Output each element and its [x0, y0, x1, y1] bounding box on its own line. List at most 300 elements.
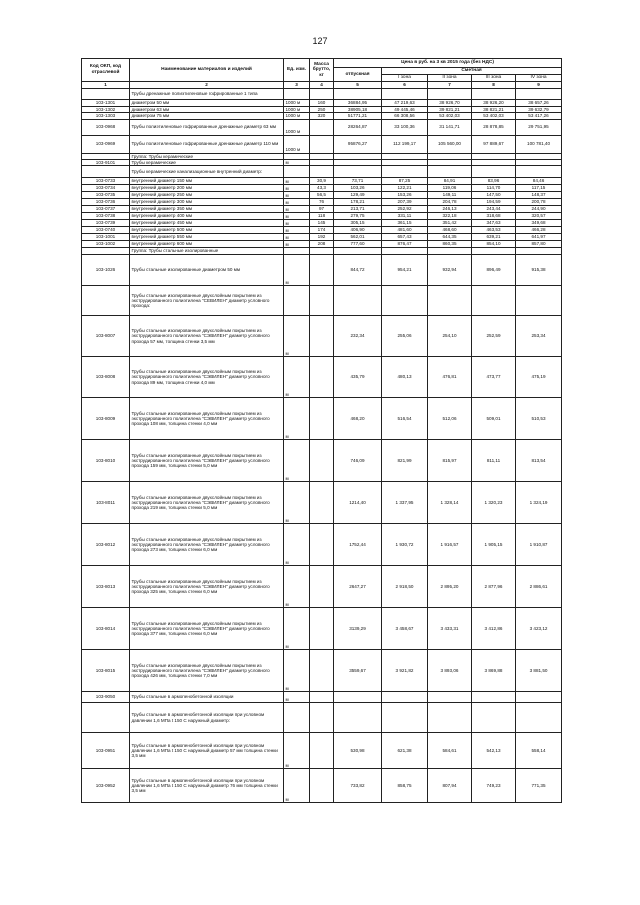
row-zone-4-price: 148,37	[516, 192, 562, 199]
row-zone-4-price: 200,78	[516, 199, 562, 206]
row-zone-4-price	[516, 89, 562, 100]
row-zone-1-price: 255,06	[382, 316, 428, 357]
row-unit	[284, 703, 310, 733]
row-unit	[284, 286, 310, 316]
row-mass	[310, 248, 334, 255]
row-zone-3-price	[472, 703, 516, 733]
row-name: Трубы стальные изолированные двухслойным покрытием из экструдированного полиэтилена "СЭВИЛЕН" диаметр условного прохода 325 мм, толщина стенки 6,0 мм	[130, 566, 284, 608]
col-number: 9	[516, 82, 562, 89]
row-zone-1-price: 481,60	[382, 227, 428, 234]
table-row	[82, 482, 562, 524]
row-code	[82, 89, 130, 100]
row-zone-2-price: 119,06	[428, 185, 472, 192]
table-row	[82, 220, 562, 227]
row-release-price: 844,72	[334, 255, 382, 286]
row-zone-2-price: 38 926,70	[428, 100, 472, 107]
row-zone-3-price: 252,59	[472, 316, 516, 357]
row-zone-1-price: 3 458,67	[382, 608, 428, 650]
row-name: внутренний диаметр 550 мм	[130, 234, 284, 241]
row-name: Трубы дренажные полиэтиленовые гофрированные 1 типа	[130, 89, 284, 100]
row-mass	[310, 692, 334, 703]
row-code: 103-0738	[82, 213, 130, 220]
row-code: 103-1301	[82, 100, 130, 107]
row-zone-4-price: 641,97	[516, 234, 562, 241]
row-release-price: 468,20	[334, 398, 382, 440]
table-row	[82, 733, 562, 769]
row-release-price: 530,98	[334, 733, 382, 769]
row-unit	[284, 248, 310, 255]
table-row	[82, 135, 562, 153]
row-zone-2-price: 3 433,31	[428, 608, 472, 650]
row-unit: 1000 м	[284, 100, 310, 107]
row-name: Трубы стальные изолированные двухслойным покрытием из экструдированного полиэтилена "СЭВИЛЕН" диаметр условного прохода 377 мм, толщина стенки 6,0 мм	[130, 608, 284, 650]
row-release-price: 178,21	[334, 199, 382, 206]
row-mass: 43,3	[310, 185, 334, 192]
table-row	[82, 113, 562, 120]
row-release-price	[334, 692, 382, 703]
row-release-price: 746,09	[334, 440, 382, 482]
row-zone-3-price: 38 926,20	[472, 100, 516, 107]
row-zone-2-price: 860,35	[428, 241, 472, 248]
table-row	[82, 286, 562, 316]
row-zone-3-price: 147,50	[472, 192, 516, 199]
row-mass	[310, 703, 334, 733]
row-mass: 192	[310, 234, 334, 241]
row-unit: 1000 м	[284, 113, 310, 120]
row-code: 103-8012	[82, 524, 130, 566]
row-zone-1-price: 122,21	[382, 185, 428, 192]
row-release-price	[334, 703, 382, 733]
row-zone-3-price: 347,63	[472, 220, 516, 227]
row-mass: 30,9	[310, 178, 334, 185]
row-zone-1-price	[382, 692, 428, 703]
row-release-price: 562,01	[334, 234, 382, 241]
table-row	[82, 398, 562, 440]
row-zone-3-price	[472, 248, 516, 255]
row-zone-3-price: 639,21	[472, 234, 516, 241]
row-zone-1-price	[382, 248, 428, 255]
page-number: 127	[312, 36, 328, 46]
row-mass: 76	[310, 199, 334, 206]
row-zone-1-price: 66 308,56	[382, 113, 428, 120]
row-zone-3-price	[472, 166, 516, 178]
row-zone-4-price: 1 324,19	[516, 482, 562, 524]
row-release-price: 279,75	[334, 213, 382, 220]
row-zone-1-price: 153,26	[382, 192, 428, 199]
table-row	[82, 241, 562, 248]
row-unit: м	[284, 650, 310, 692]
row-name: Трубы полиэтиленовые гофрированные дренажные диаметр 110 мм	[130, 135, 284, 153]
row-zone-2-price: 2 895,20	[428, 566, 472, 608]
row-release-price: 435,79	[334, 357, 382, 398]
row-zone-1-price	[382, 89, 428, 100]
row-unit: м	[284, 316, 310, 357]
row-unit: м	[284, 733, 310, 769]
row-unit: м	[284, 524, 310, 566]
row-code: 103-1303	[82, 113, 130, 120]
row-code: 103-8014	[82, 608, 130, 650]
col-number: 3	[284, 82, 310, 89]
row-zone-3-price: 896,49	[472, 255, 516, 286]
row-release-price: 305,15	[334, 220, 382, 227]
col-number: 4	[310, 82, 334, 89]
row-mass	[310, 733, 334, 769]
row-zone-3-price: 854,10	[472, 241, 516, 248]
row-release-price: 733,82	[334, 769, 382, 803]
row-unit: м	[284, 482, 310, 524]
row-release-price: 73,71	[334, 178, 382, 185]
table-row	[82, 769, 562, 803]
row-zone-4-price	[516, 286, 562, 316]
row-zone-2-price: 53 402,03	[428, 113, 472, 120]
row-zone-4-price: 253,34	[516, 316, 562, 357]
row-unit: 1000 м	[284, 135, 310, 153]
row-unit: м	[284, 255, 310, 286]
row-zone-3-price: 194,59	[472, 199, 516, 206]
header-zone-3: III зона	[472, 75, 516, 82]
table-row	[82, 89, 562, 100]
row-mass	[310, 357, 334, 398]
row-zone-1-price	[382, 286, 428, 316]
row-zone-3-price: 2 877,96	[472, 566, 516, 608]
table-row	[82, 234, 562, 241]
row-release-price: 2647,27	[334, 566, 382, 608]
row-mass	[310, 135, 334, 153]
row-unit: м	[284, 398, 310, 440]
row-unit: м	[284, 178, 310, 185]
row-mass	[310, 119, 334, 135]
row-mass	[310, 566, 334, 608]
col-number: 7	[428, 82, 472, 89]
row-zone-2-price	[428, 89, 472, 100]
row-zone-1-price	[382, 166, 428, 178]
row-code: 103-9101	[82, 159, 130, 165]
table-row	[82, 227, 562, 234]
header-release: отпускная	[334, 68, 382, 82]
row-zone-3-price: 542,13	[472, 733, 516, 769]
row-release-price: 28264,87	[334, 119, 382, 135]
row-unit: м	[284, 234, 310, 241]
row-zone-2-price: 84,91	[428, 178, 472, 185]
row-zone-3-price: 811,11	[472, 440, 516, 482]
row-mass	[310, 524, 334, 566]
row-mass: 160	[310, 100, 334, 107]
row-release-price: 3139,29	[334, 608, 382, 650]
row-zone-4-price: 857,80	[516, 241, 562, 248]
table-row	[82, 650, 562, 692]
row-mass: 145	[310, 220, 334, 227]
row-unit: 1000 м	[284, 106, 310, 113]
row-release-price: 3559,67	[334, 650, 382, 692]
row-zone-2-price: 3 893,06	[428, 650, 472, 692]
table-row	[82, 178, 562, 185]
row-release-price: 1214,40	[334, 482, 382, 524]
row-name: Трубы стальные изолированные диаметром 50 мм	[130, 255, 284, 286]
row-code: 103-0968	[82, 119, 130, 135]
table-row	[82, 316, 562, 357]
table-row	[82, 185, 562, 192]
row-code: 103-1001	[82, 234, 130, 241]
row-code: 103-0734	[82, 185, 130, 192]
table-row	[82, 440, 562, 482]
table-row	[82, 608, 562, 650]
row-code: 103-1302	[82, 106, 130, 113]
row-zone-2-price	[428, 703, 472, 733]
row-zone-4-price: 466,28	[516, 227, 562, 234]
row-code	[82, 286, 130, 316]
row-name: Группа: Трубы керамические	[130, 153, 284, 159]
row-zone-4-price: 510,53	[516, 398, 562, 440]
table-row	[82, 703, 562, 733]
row-zone-4-price: 39 632,79	[516, 106, 562, 113]
row-zone-1-price: 112 199,17	[382, 135, 428, 153]
row-mass: 97	[310, 206, 334, 213]
row-zone-3-price	[472, 286, 516, 316]
row-mass	[310, 608, 334, 650]
row-zone-3-price: 473,77	[472, 357, 516, 398]
row-zone-2-price: 815,97	[428, 440, 472, 482]
row-zone-4-price: 29 751,95	[516, 119, 562, 135]
row-code: 103-8013	[82, 566, 130, 608]
table-row	[82, 566, 562, 608]
header-zone-1: I зона	[382, 75, 428, 82]
row-unit: м	[284, 220, 310, 227]
row-unit: 1000 м	[284, 119, 310, 135]
row-zone-4-price	[516, 703, 562, 733]
row-zone-3-price: 1 905,15	[472, 524, 516, 566]
row-name: внутренний диаметр 350 мм	[130, 206, 284, 213]
row-name: Трубы стальные изолированные двухслойным покрытием из экструдированного полиэтилена "СЕВИЛЕН" диаметр условного прохода:	[130, 286, 284, 316]
row-code	[82, 703, 130, 733]
row-zone-2-price: 39 821,21	[428, 106, 472, 113]
row-zone-1-price: 621,38	[382, 733, 428, 769]
row-unit: м	[284, 769, 310, 803]
row-zone-2-price: 476,81	[428, 357, 472, 398]
row-mass: 56,5	[310, 192, 334, 199]
row-mass: 250	[310, 106, 334, 113]
row-zone-4-price: 3 881,50	[516, 650, 562, 692]
row-unit: м	[284, 213, 310, 220]
row-zone-1-price: 331,11	[382, 213, 428, 220]
header-price-title: Цена в руб. на 3 кв 2015 года (без НДС)	[334, 59, 562, 68]
row-mass	[310, 166, 334, 178]
row-name: внутренний диаметр 450 мм	[130, 220, 284, 227]
table-row	[82, 100, 562, 107]
row-name: Трубы стальные в армопенобетонной изоляции	[130, 692, 284, 703]
row-mass	[310, 286, 334, 316]
table-body	[82, 89, 562, 803]
table-row	[82, 106, 562, 113]
price-table	[81, 58, 562, 803]
col-number: 2	[130, 82, 284, 89]
row-name: диаметром 50 мм	[130, 100, 284, 107]
row-name: Трубы стальные в армопенобетонной изоляции при условном давлении 1,6 МПа t 150 С наружный диаметр 76 мм толщина стенки 3,5 мм	[130, 769, 284, 803]
row-release-price: 213,71	[334, 206, 382, 213]
row-mass	[310, 769, 334, 803]
row-mass	[310, 440, 334, 482]
header-name: Наименование материалов и изделий	[130, 59, 284, 82]
row-zone-1-price: 49 445,46	[382, 106, 428, 113]
row-zone-2-price: 807,94	[428, 769, 472, 803]
row-unit: м	[284, 206, 310, 213]
row-mass: 118	[310, 213, 334, 220]
row-zone-2-price: 644,35	[428, 234, 472, 241]
row-unit: м	[284, 192, 310, 199]
row-zone-1-price: 252,92	[382, 206, 428, 213]
row-zone-1-price: 47 219,63	[382, 100, 428, 107]
row-zone-2-price	[428, 692, 472, 703]
row-unit: м	[284, 566, 310, 608]
row-mass	[310, 316, 334, 357]
row-zone-3-price: 749,23	[472, 769, 516, 803]
row-zone-3-price: 3 412,86	[472, 608, 516, 650]
row-zone-3-price	[472, 89, 516, 100]
row-zone-4-price: 244,90	[516, 206, 562, 213]
row-code: 103-0733	[82, 178, 130, 185]
row-zone-1-price: 361,15	[382, 220, 428, 227]
row-zone-3-price: 114,70	[472, 185, 516, 192]
row-unit: м	[284, 227, 310, 234]
row-zone-1-price: 33 100,36	[382, 119, 428, 135]
row-unit	[284, 166, 310, 178]
row-code: 103-8010	[82, 440, 130, 482]
row-zone-4-price: 915,38	[516, 255, 562, 286]
row-zone-1-price: 207,39	[382, 199, 428, 206]
row-code	[82, 166, 130, 178]
row-zone-4-price: 1 910,87	[516, 524, 562, 566]
row-zone-1-price: 657,43	[382, 234, 428, 241]
row-release-price: 38905,18	[334, 106, 382, 113]
row-zone-4-price: 320,57	[516, 213, 562, 220]
row-code: 103-8009	[82, 398, 130, 440]
row-unit: м	[284, 241, 310, 248]
row-release-price: 129,49	[334, 192, 382, 199]
row-zone-2-price	[428, 166, 472, 178]
row-zone-1-price: 954,21	[382, 255, 428, 286]
row-mass	[310, 89, 334, 100]
row-zone-3-price: 53 402,03	[472, 113, 516, 120]
row-code: 103-1026	[82, 255, 130, 286]
row-unit: м	[284, 357, 310, 398]
row-code: 103-8007	[82, 316, 130, 357]
row-unit: м	[284, 199, 310, 206]
row-zone-1-price: 480,13	[382, 357, 428, 398]
row-zone-4-price: 771,35	[516, 769, 562, 803]
row-release-price: 103,26	[334, 185, 382, 192]
row-zone-4-price: 475,19	[516, 357, 562, 398]
row-zone-2-price: 246,13	[428, 206, 472, 213]
row-code: 103-0969	[82, 135, 130, 153]
row-name: Группа: Трубы стальные изолированные	[130, 248, 284, 255]
row-zone-4-price: 84,46	[516, 178, 562, 185]
header-mass: Масса брутто, кг	[310, 59, 334, 82]
header-code: Код ОКП, код отраслевой	[82, 59, 130, 82]
row-mass	[310, 650, 334, 692]
row-name: внутренний диаметр 200 мм	[130, 185, 284, 192]
col-number: 8	[472, 82, 516, 89]
row-zone-1-price: 516,54	[382, 398, 428, 440]
row-release-price: 95876,27	[334, 135, 382, 153]
row-zone-3-price: 243,44	[472, 206, 516, 213]
row-zone-4-price	[516, 166, 562, 178]
row-unit: м	[284, 692, 310, 703]
col-number: 6	[382, 82, 428, 89]
row-name: внутренний диаметр 150 мм	[130, 178, 284, 185]
row-mass: 174	[310, 227, 334, 234]
group-row	[82, 248, 562, 255]
row-zone-3-price: 97 889,67	[472, 135, 516, 153]
row-zone-2-price: 31 141,71	[428, 119, 472, 135]
header-zone-2: II зона	[428, 75, 472, 82]
header-zone-4: IV зона	[516, 75, 562, 82]
row-release-price	[334, 89, 382, 100]
row-name: Трубы стальные изолированные двухслойным покрытием из экструдированного полиэтилена "СЭВИЛЕН" диаметр условного прохода 273 мм, толщина стенки 6,0 мм	[130, 524, 284, 566]
row-code: 103-9050	[82, 692, 130, 703]
row-zone-2-price: 468,60	[428, 227, 472, 234]
row-code: 103-0952	[82, 769, 130, 803]
row-release-price	[334, 286, 382, 316]
col-number: 5	[334, 82, 382, 89]
table-row	[82, 206, 562, 213]
row-unit: м	[284, 608, 310, 650]
table-row	[82, 255, 562, 286]
row-code	[82, 248, 130, 255]
row-name: внутренний диаметр 250 мм	[130, 192, 284, 199]
row-zone-4-price: 3 423,12	[516, 608, 562, 650]
row-zone-4-price: 349,68	[516, 220, 562, 227]
row-name: Трубы стальные в армопенобетонной изоляции при условном давлении 1,6 МПа t 150 С наружный диаметр:	[130, 703, 284, 733]
row-zone-4-price	[516, 248, 562, 255]
row-mass: 320	[310, 113, 334, 120]
row-release-price: 777,60	[334, 241, 382, 248]
row-zone-2-price: 512,06	[428, 398, 472, 440]
row-name: Трубы стальные изолированные двухслойным покрытием из экструдированного полиэтилена "СЭВИЛЕН" диаметр условного прохода 159 мм, толщина стенки 5,0 мм	[130, 440, 284, 482]
row-zone-3-price: 509,01	[472, 398, 516, 440]
row-zone-4-price: 813,54	[516, 440, 562, 482]
row-zone-3-price	[472, 692, 516, 703]
row-zone-2-price: 1 328,14	[428, 482, 472, 524]
row-zone-2-price: 584,61	[428, 733, 472, 769]
row-zone-3-price: 3 869,88	[472, 650, 516, 692]
header-unit: Ед. изм.	[284, 59, 310, 82]
row-name: Трубы стальные изолированные двухслойным покрытием из экструдированного полиэтилена "СЭВИЛЕН" диаметр условного прохода 108 мм, толщина стенки 4,0 мм	[130, 398, 284, 440]
row-zone-1-price: 1 930,72	[382, 524, 428, 566]
row-release-price	[334, 248, 382, 255]
row-name: внутренний диаметр 400 мм	[130, 213, 284, 220]
row-zone-2-price	[428, 248, 472, 255]
row-zone-4-price: 38 657,26	[516, 100, 562, 107]
row-zone-3-price: 38 821,21	[472, 106, 516, 113]
row-name: Трубы керамические	[130, 159, 284, 165]
row-name: Трубы стальные изолированные двухслойным покрытием из экструдированного полиэтилена "СЭВИЛЕН" диаметр условного прохода 219 мм, толщина стенки 5,0 мм	[130, 482, 284, 524]
row-name: внутренний диаметр 600 мм	[130, 241, 284, 248]
row-zone-3-price: 463,53	[472, 227, 516, 234]
row-zone-3-price: 83,96	[472, 178, 516, 185]
row-name: Трубы стальные изолированные двухслойным покрытием из экструдированного полиэтилена "СЭВИЛЕН" диаметр условного прохода 426 мм, толщина стенки 7,0 мм	[130, 650, 284, 692]
row-release-price: 1752,44	[334, 524, 382, 566]
row-zone-2-price: 105 560,00	[428, 135, 472, 153]
row-zone-1-price: 87,25	[382, 178, 428, 185]
row-code: 103-0739	[82, 220, 130, 227]
row-zone-2-price: 149,11	[428, 192, 472, 199]
row-zone-3-price: 1 320,23	[472, 482, 516, 524]
row-zone-2-price: 351,42	[428, 220, 472, 227]
row-code: 103-8008	[82, 357, 130, 398]
col-number: 1	[82, 82, 130, 89]
row-release-price	[334, 166, 382, 178]
row-zone-3-price: 28 878,85	[472, 119, 516, 135]
row-unit: м	[284, 159, 310, 165]
